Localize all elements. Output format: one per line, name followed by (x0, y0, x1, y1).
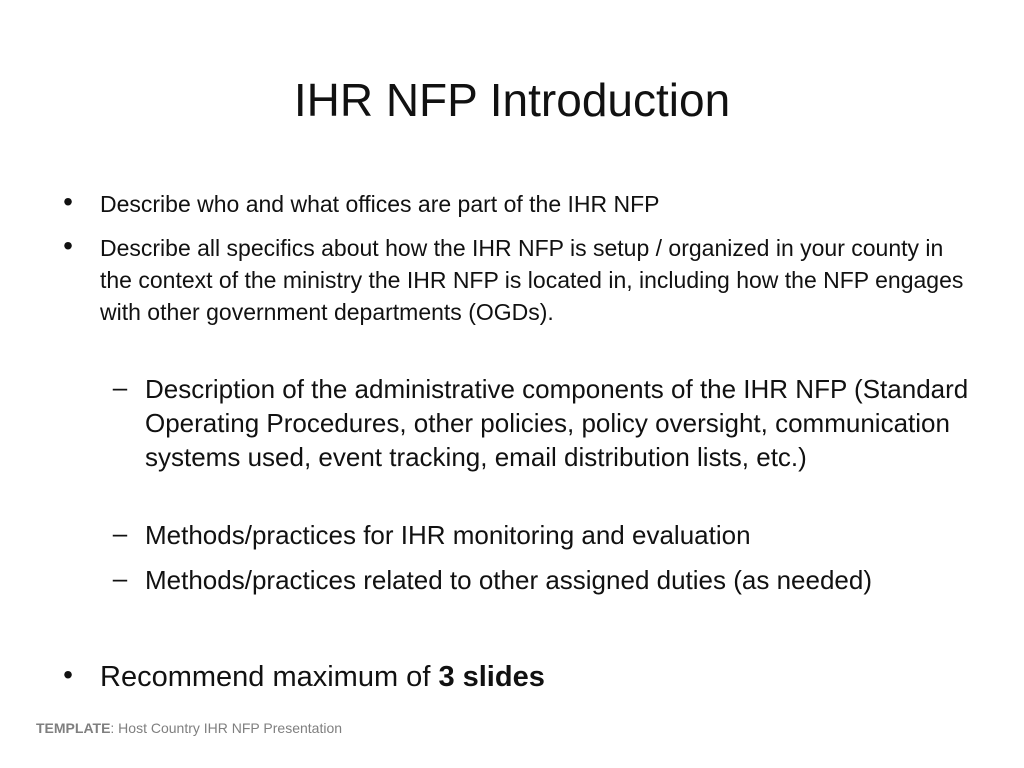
bullet-text: Describe all specifics about how the IHR NFP is setup / organized in your county in the context of the ministry the IHR NFP is located in, including how the NFP engages with other government departments (OGDs). (100, 235, 964, 325)
sub-bullet-text: Methods/practices for IHR monitoring and evaluation (145, 520, 751, 550)
recommendation-text: Recommend maximum of (100, 661, 439, 693)
sub-bullet-monitoring (112, 518, 975, 552)
dash-marker: – (112, 563, 128, 593)
slide-title: IHR NFP Introduction (293, 74, 731, 126)
sub-bullet-other-duties (112, 563, 975, 597)
sub-bullet-admin-components (112, 372, 975, 474)
dash-marker: – (112, 372, 128, 402)
bullet-text: Describe who and what offices are part of the IHR NFP (100, 191, 660, 217)
footer-label: TEMPLATE (36, 720, 111, 736)
bullet-recommendation (63, 659, 980, 695)
recommendation-emphasis: 3 slides (438, 661, 545, 693)
bullet-setup (63, 230, 980, 328)
bullet-offices (63, 186, 980, 220)
bullet-marker: • (63, 186, 73, 217)
bullet-marker: • (63, 659, 73, 690)
footer-text: : Host Country IHR NFP Presentation (110, 720, 343, 736)
bullet-marker: • (63, 230, 73, 261)
dash-marker: – (112, 518, 128, 548)
footer (36, 720, 342, 736)
sub-bullet-text: Description of the administrative components of the IHR NFP (Standard Operating Procedures, other policies, policy oversight, communication systems used, event tracking, email distribution lists, etc.) (145, 374, 969, 472)
sub-bullet-text: Methods/practices related to other assigned duties (as needed) (145, 565, 872, 595)
